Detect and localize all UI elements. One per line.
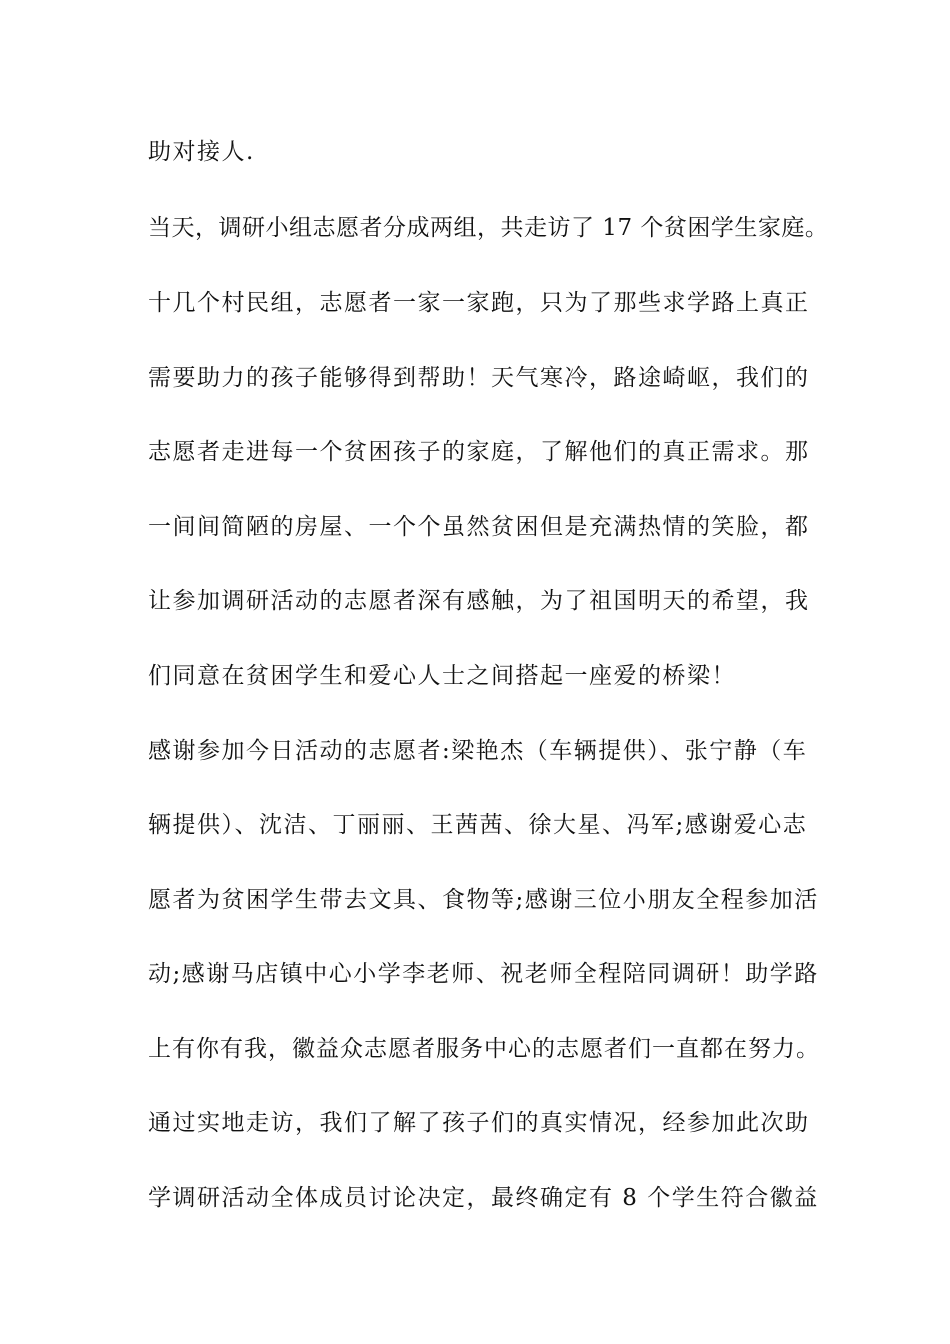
text-line-6: 一间间简陋的房屋、一个个虽然贫困但是充满热情的笑脸，都 (148, 514, 810, 540)
text-line-8: 们同意在贫困学生和爱心人士之间搭起一座爱的桥梁！ (148, 663, 736, 689)
text-line-2: 当天，调研小组志愿者分成两组，共走访了 17 个贫困学生家庭。 (148, 215, 829, 241)
text-line-12: 动;感谢马店镇中心小学李老师、祝老师全程陪同调研！助学路 (148, 961, 819, 987)
text-line-3: 十几个村民组，志愿者一家一家跑，只为了那些求学路上真正 (148, 290, 810, 316)
text-line-14: 通过实地走访，我们了解了孩子们的真实情况，经参加此次助 (148, 1110, 810, 1136)
text-line-13: 上有你有我，徽益众志愿者服务中心的志愿者们一直都在努力。 (148, 1036, 820, 1062)
text-line-5: 志愿者走进每一个贫困孩子的家庭，了解他们的真正需求。那 (148, 439, 810, 465)
text-line-11: 愿者为贫困学生带去文具、食物等;感谢三位小朋友全程参加活 (148, 887, 819, 913)
text-line-15: 学调研活动全体成员讨论决定，最终确定有 8 个学生符合徽益 (148, 1185, 819, 1211)
text-line-1: 助对接人. (148, 139, 255, 165)
text-line-4: 需要助力的孩子能够得到帮助！天气寒冷，路途崎岖，我们的 (148, 365, 810, 391)
text-line-9: 感谢参加今日活动的志愿者:梁艳杰（车辆提供）、张宁静（车 (148, 738, 808, 764)
text-line-10: 辆提供）、沈洁、丁丽丽、王茜茜、徐大星、冯军;感谢爱心志 (148, 812, 808, 838)
text-line-7: 让参加调研活动的志愿者深有感触，为了祖国明天的希望，我 (148, 588, 810, 614)
